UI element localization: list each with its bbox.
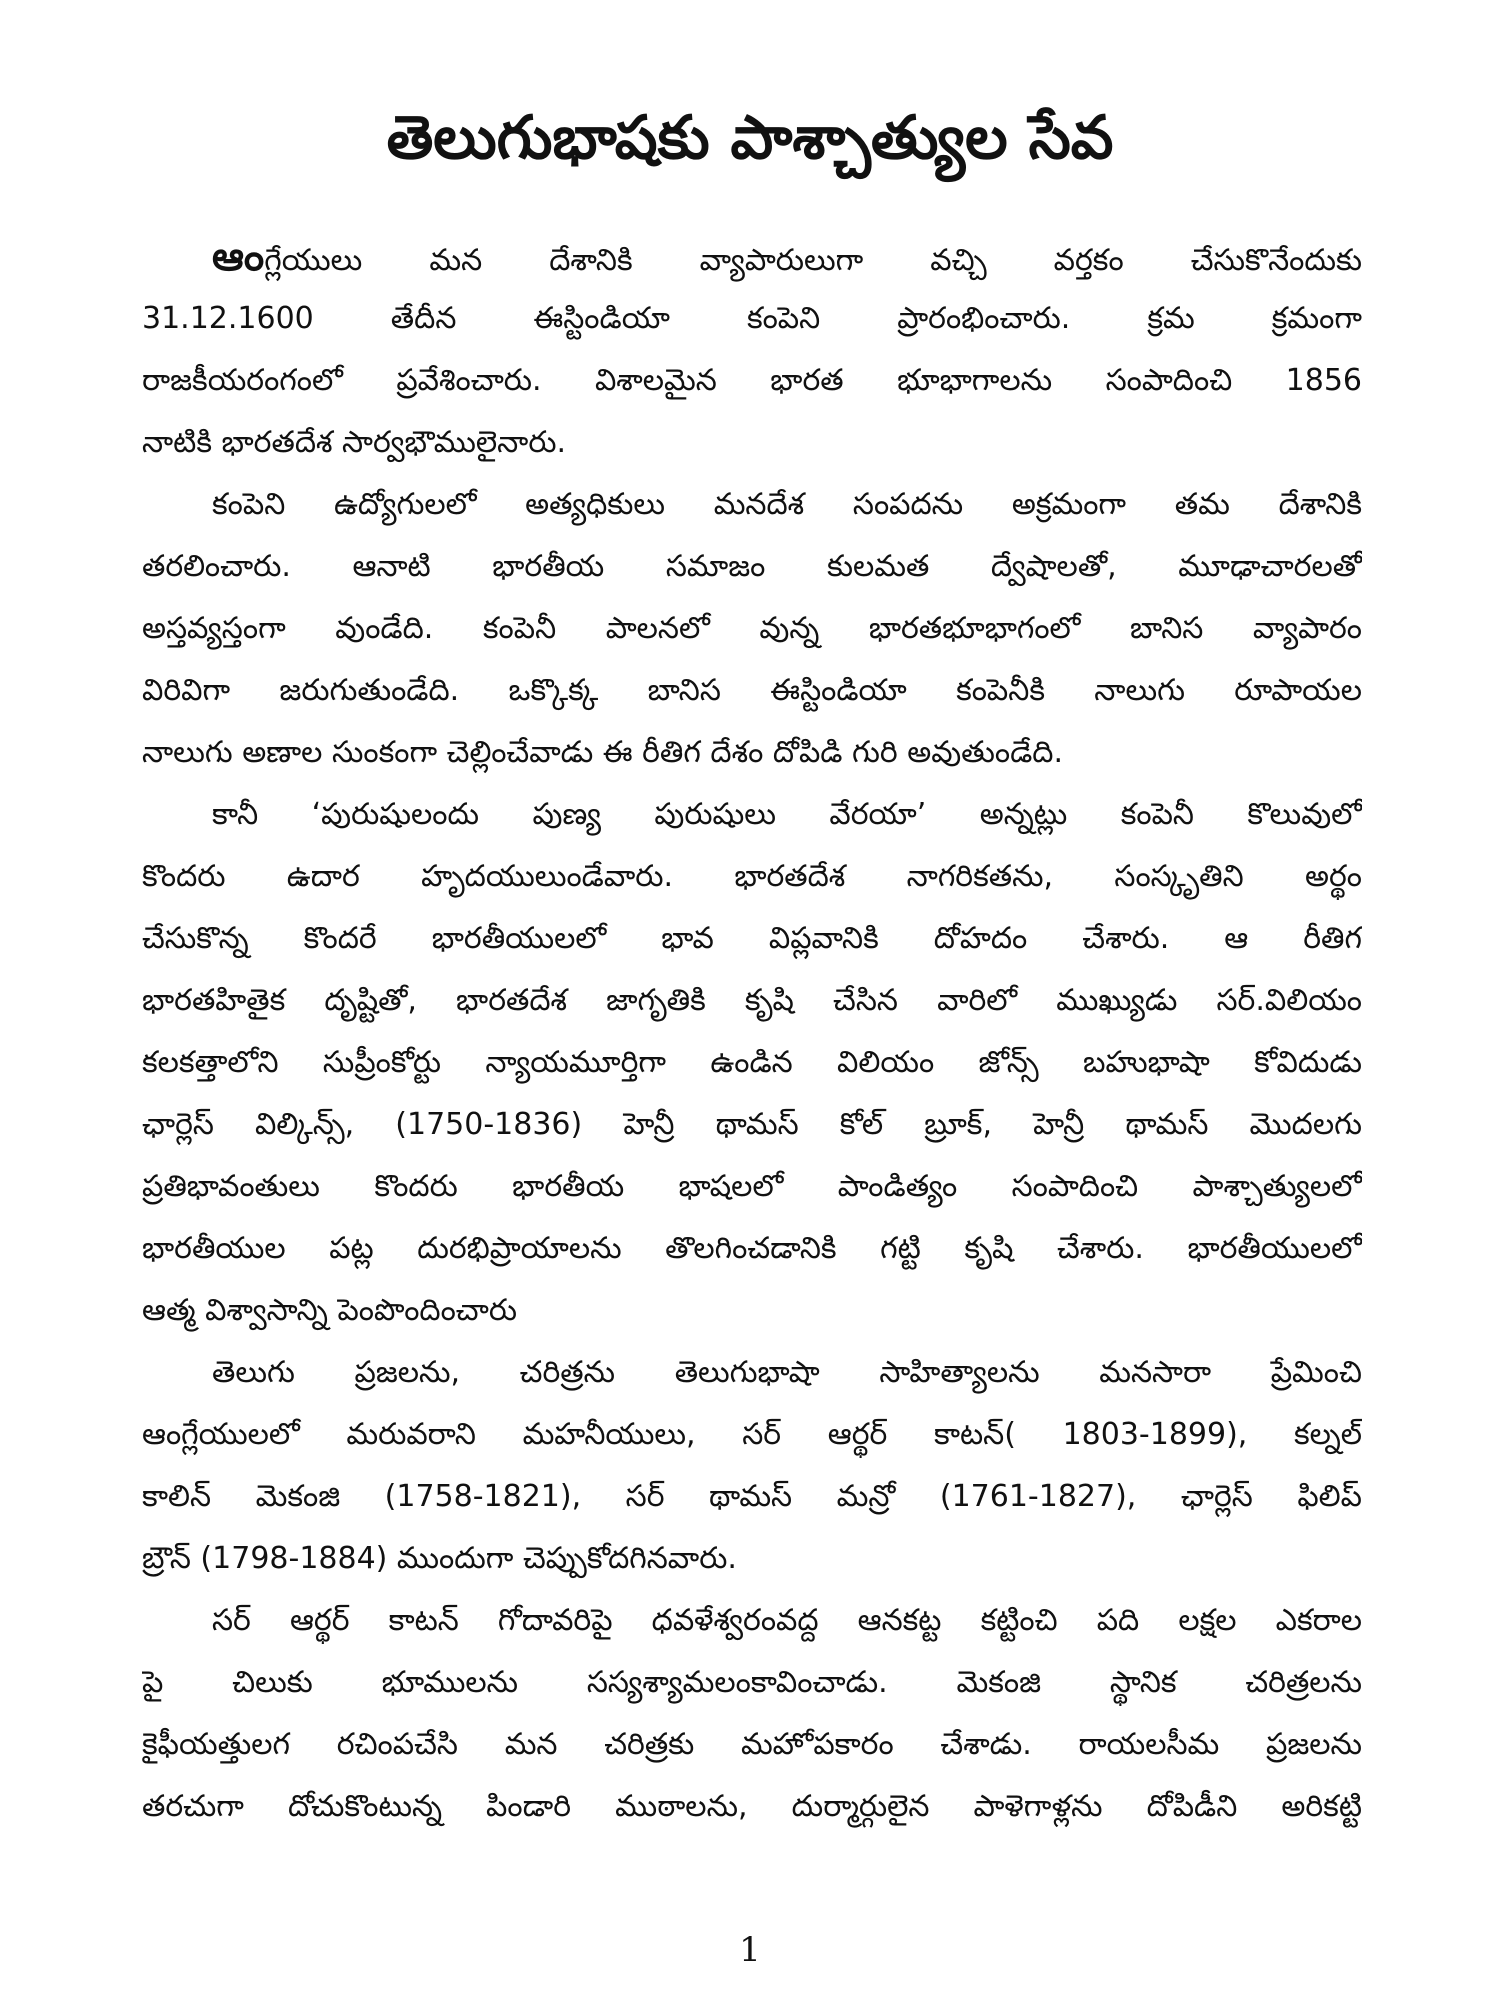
text-line: అస్తవ్యస్తంగా వుండేది. కంపెనీ పాలనలో వున్న భారతభూభాగంలో బానిస వ్యాపారం [142, 611, 1362, 646]
body-text [142, 226, 1362, 1838]
text-line: కొందరు ఉదార హృదయులుండేవారు. భారతదేశ నాగరికతను, సంస్కృతిని అర్థం [142, 859, 1362, 894]
text-line: తరలించారు. ఆనాటి భారతీయ సమాజం కులమత ద్వేషాలతో, మూఢాచారలతో [142, 549, 1362, 584]
page-number: 1 [739, 1930, 761, 1970]
text-line: నాటికి భారతదేశ సార్వభౌములైనారు. [142, 425, 567, 460]
text-line: ఆత్మ విశ్వాసాన్ని పెంపొందించారు [142, 1293, 518, 1328]
text-line: భారతహితైక దృష్టితో, భారతదేశ జాగృతికి కృషి చేసిన వారిలో ముఖ్యుడు సర్.విలియం [142, 983, 1362, 1018]
text-line: ఛార్లెస్ విల్కిన్స్, (1750-1836) హెన్రీ థామస్ కోల్ బ్రూక్, హెన్రీ థామస్ మొదలగు [142, 1107, 1362, 1142]
text-line: తెలుగు ప్రజలను, చరిత్రను తెలుగుభాషా సాహిత్యాలను మనసారా ప్రేమించి [212, 1355, 1362, 1390]
text-line: సర్ ఆర్థర్ కాటన్ గోదావరిపై ధవళేశ్వరంవద్ద ఆనకట్ట కట్టించి పది లక్షల ఎకరాల [212, 1603, 1362, 1638]
page-title: తెలుగుభాషకు పాశ్చాత్యుల సేవ [386, 103, 1114, 173]
text-line: కలకత్తాలోని సుప్రీంకోర్టు న్యాయమూర్తిగా ఉండిన విలియం జోన్స్ బహుభాషా కోవిదుడు [142, 1045, 1362, 1080]
drop-cap: ఆం [212, 234, 265, 280]
text-line: కైఫీయత్తులగ రచింపచేసి మన చరిత్రకు మహోపకారం చేశాడు. రాయలసీమ ప్రజలను [142, 1727, 1362, 1762]
text-line: ప్రతిభావంతులు కొందరు భారతీయ భాషలలో పాండిత్యం సంపాదించి పాశ్చాత్యులలో [142, 1169, 1362, 1204]
text-line: రాజకీయరంగంలో ప్రవేశించారు. విశాలమైన భారత భూభాగాలను సంపాదించి 1856 [142, 363, 1362, 398]
text-line: విరివిగా జరుగుతుండేది. ఒక్కొక్క బానిస ఈస్టిండియా కంపెనీకి నాలుగు రూపాయల [142, 673, 1362, 708]
text-line: చేసుకొన్న కొందరే భారతీయులలో భావ విప్లవానికి దోహదం చేశారు. ఆ రీతిగ [142, 921, 1362, 956]
text-line: తరచుగా దోచుకొంటున్న పిండారి ముఠాలను, దుర్మార్గులైన పాళెగాళ్లను దోపిడీని అరికట్టి [142, 1789, 1362, 1824]
text-line-rest: గ్లేయులు మన దేశానికి వ్యాపారులుగా వచ్చి వర్తకం చేసుకొనేందుకు [264, 243, 1362, 278]
text-line: బ్రౌన్ (1798-1884) ముందుగా చెప్పుకోదగినవారు. [142, 1541, 737, 1576]
text-line: నాలుగు అణాల సుంకంగా చెల్లించేవాడు ఈ రీతిగ దేశం దోపిడి గురి అవుతుండేది. [142, 735, 1063, 770]
text-line: భారతీయుల పట్ల దురభిప్రాయాలను తొలగించడానికి గట్టి కృషి చేశారు. భారతీయులలో [142, 1231, 1362, 1266]
text-line: 31.12.1600 తేదీన ఈస్టిండియా కంపెని ప్రారంభించారు. క్రమ క్రమంగా [142, 301, 1362, 336]
text-line: కాలిన్ మెకంజి (1758-1821), సర్ థామస్ మన్రో (1761-1827), ఛార్లెస్ ఫిలిప్ [142, 1479, 1362, 1514]
text-line: కానీ ‘పురుషులందు పుణ్య పురుషులు వేరయా’ అన్నట్లు కంపెనీ కొలువులో [212, 797, 1362, 832]
text-line: కంపెని ఉద్యోగులలో అత్యధికులు మనదేశ సంపదను అక్రమంగా తమ దేశానికి [212, 487, 1362, 522]
text-line: పై చిలుకు భూములను సస్యశ్యామలంకావించాడు. మెకంజి స్థానిక చరిత్రలను [142, 1665, 1362, 1700]
text-line [142, 226, 1362, 288]
text-line: ఆంగ్లేయులలో మరువరాని మహనీయులు, సర్ ఆర్థర్ కాటన్( 1803-1899), కల్నల్ [142, 1417, 1362, 1452]
